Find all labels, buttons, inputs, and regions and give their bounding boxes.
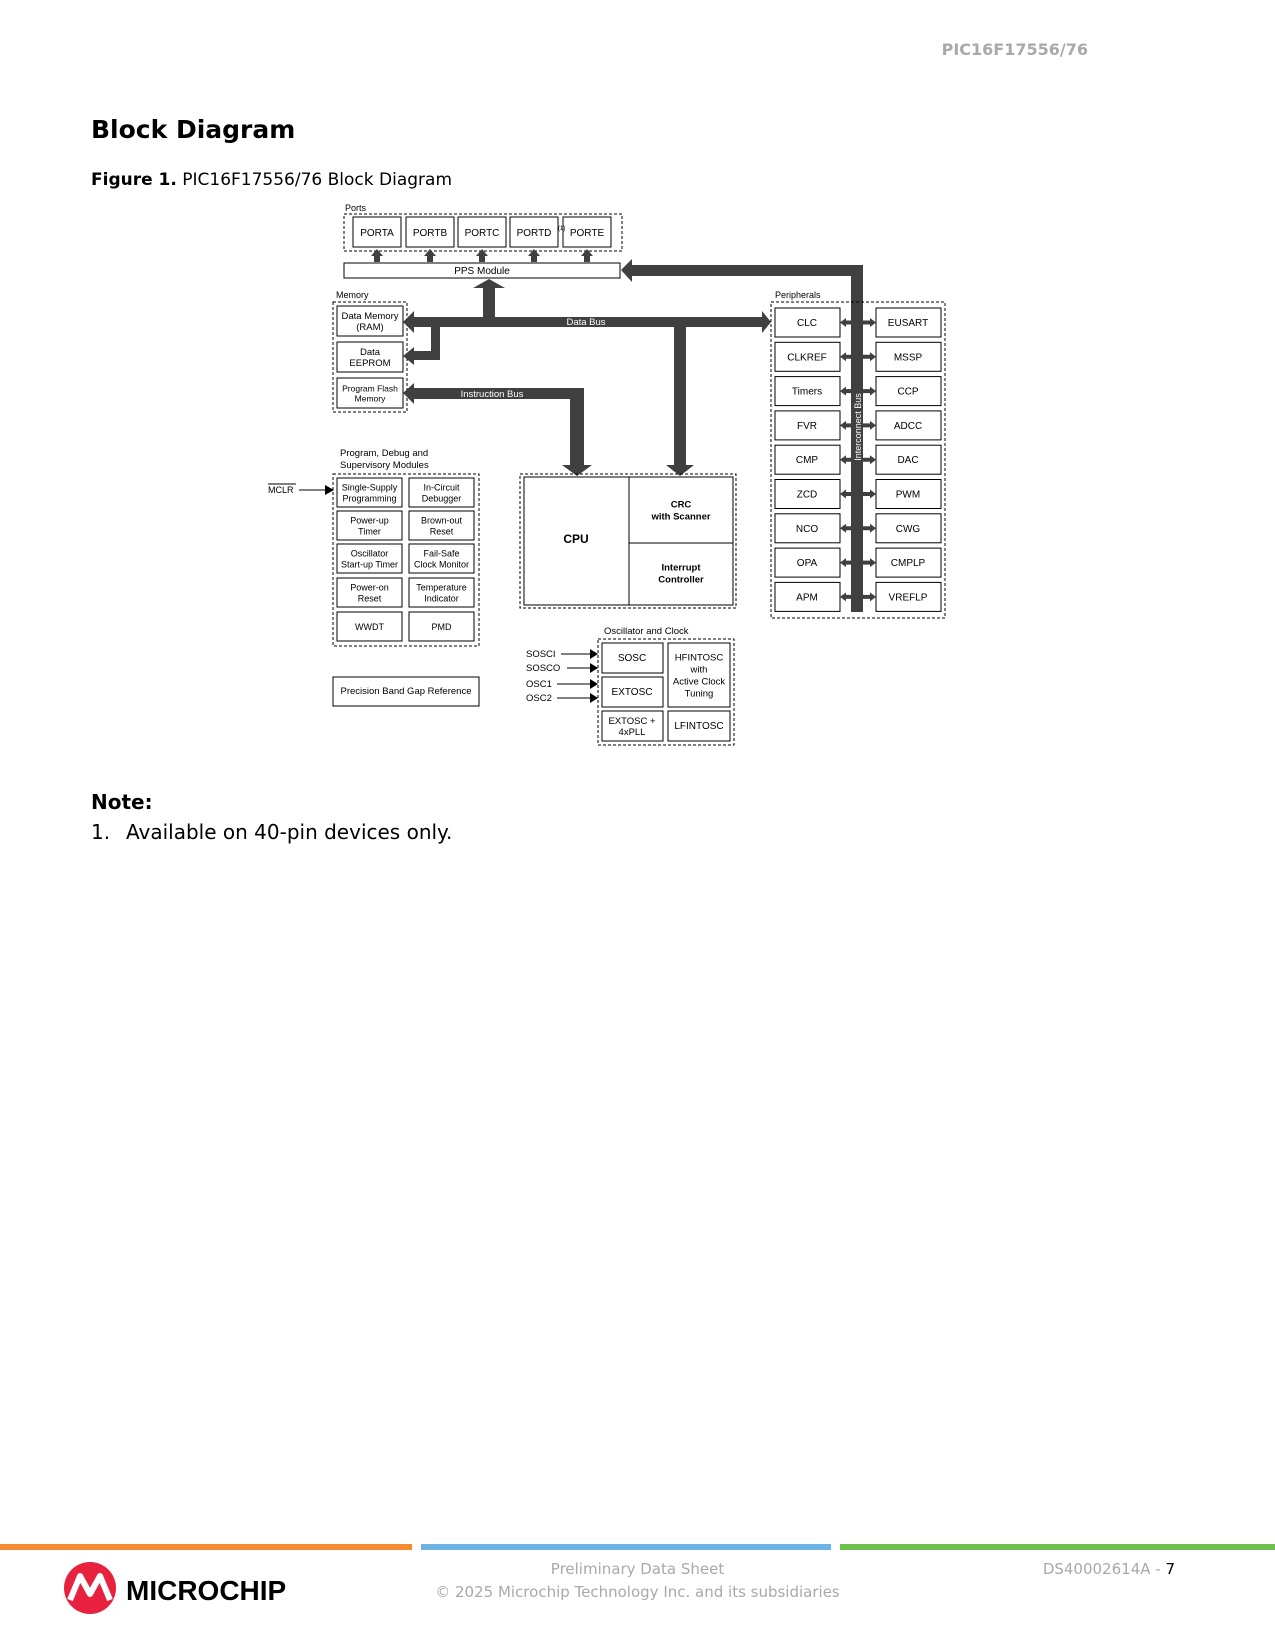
- data-bus-label: Data Bus: [566, 317, 606, 328]
- periph-left-arrow-2: [840, 387, 851, 396]
- crc-label-line-0: CRC: [670, 499, 692, 511]
- periph-left-arrow-4: [840, 455, 851, 464]
- osc-input-arrow-0: [590, 649, 598, 659]
- prog-title-2: Supervisory Modules: [340, 460, 429, 471]
- periph-left-arrow-3: [840, 421, 851, 430]
- osc-input-arrow-1: [590, 663, 598, 673]
- prog-label-5-line-0: Fail-Safe: [423, 548, 460, 559]
- prog-label-2-line-1: Timer: [358, 526, 381, 537]
- mclr-label: MCLR: [268, 485, 294, 495]
- periph-label-cmp: CMP: [795, 455, 819, 467]
- data-bus-pps-arrow: [473, 279, 505, 317]
- osc-title: Oscillator and Clock: [604, 626, 689, 637]
- section-title: Block Diagram: [91, 115, 296, 144]
- periph-label-ccp: CCP: [897, 386, 919, 398]
- footer-doc-number: DS40002614A -: [1042, 1560, 1166, 1578]
- footer-copyright: © 2025 Microchip Technology Inc. and its subsidiaries: [435, 1583, 840, 1601]
- port-label-portc: PORTC: [464, 228, 500, 239]
- extosc-pll-label-line-1: 4xPLL: [618, 727, 646, 738]
- cpu-label: CPU: [563, 532, 589, 546]
- portd-footnote: (1): [558, 226, 566, 232]
- pps-module-label: PPS Module: [454, 266, 510, 277]
- hfintosc-label-line-2: Active Clock: [672, 676, 726, 688]
- prog-label-9-line-0: PMD: [431, 622, 452, 632]
- prog-label-6-line-0: Power-on: [350, 582, 389, 593]
- prog-label-0-line-1: Programming: [342, 493, 397, 504]
- periph-label-cmplp: CMPLP: [890, 558, 926, 570]
- periph-left-arrow-8: [840, 592, 851, 601]
- footer-doc-type: Preliminary Data Sheet: [550, 1560, 725, 1578]
- periph-label-zcd: ZCD: [796, 489, 818, 501]
- port-label-porta: PORTA: [360, 228, 394, 239]
- logo-wordmark: MICROCHIP: [126, 1575, 287, 1606]
- footer-bar-blue: [421, 1544, 831, 1550]
- periph-right-arrow-7: [863, 558, 876, 567]
- periph-right-arrow-4: [863, 455, 876, 464]
- periph-left-arrow-0: [840, 318, 851, 327]
- data-memory-label-line-0: Data Memory: [341, 311, 399, 322]
- hfintosc-label-line-1: with: [690, 664, 708, 676]
- osc-input-label-osc2: OSC2: [526, 693, 552, 704]
- extosc-pll-label-line-0: EXTOSC +: [608, 716, 656, 727]
- hfintosc-label-line-3: Tuning: [684, 688, 714, 700]
- interrupt-label-line-0: Interrupt: [661, 562, 701, 574]
- data-bus-crc-arrow: [666, 327, 694, 476]
- memory-title: Memory: [336, 290, 369, 300]
- prog-label-7-line-0: Temperature: [416, 582, 467, 593]
- program-flash-label-line-1: Memory: [354, 393, 386, 404]
- periph-label-eusart: EUSART: [887, 318, 929, 329]
- osc-input-label-sosco: SOSCO: [526, 663, 561, 674]
- interconnect-bus-label: Interconnect Bus: [853, 393, 863, 461]
- periph-label-fvr: FVR: [797, 420, 817, 432]
- periph-left-arrow-1: [840, 352, 851, 361]
- figure-caption-text: PIC16F17556/76 Block Diagram: [182, 170, 453, 190]
- periph-label-dac: DAC: [897, 455, 919, 467]
- note-text: Available on 40-pin devices only.: [126, 820, 453, 844]
- data-memory-label-line-1: (RAM): [356, 322, 384, 333]
- note-number: 1.: [91, 820, 111, 844]
- crc-label-line-1: with Scanner: [651, 511, 711, 523]
- periph-left-arrow-6: [840, 524, 851, 533]
- periph-label-pwm: PWM: [895, 489, 921, 501]
- prog-title-1: Program, Debug and: [340, 448, 429, 459]
- periph-left-arrow-5: [840, 490, 851, 499]
- periph-label-clc: CLC: [796, 318, 818, 329]
- hfintosc-label-line-0: HFINTOSC: [674, 652, 724, 664]
- sosc-label: SOSC: [617, 653, 647, 664]
- periph-right-arrow-8: [863, 592, 876, 601]
- program-flash-label-line-0: Program Flash: [342, 383, 398, 394]
- footer-bar-green: [840, 1544, 1275, 1550]
- port-label-portb: PORTB: [412, 228, 448, 239]
- prog-label-4-line-1: Start-up Timer: [340, 559, 399, 570]
- periph-label-vreflp: VREFLP: [888, 592, 928, 604]
- block-diagram: [0, 0, 1275, 800]
- prog-label-0-line-0: Single-Supply: [341, 482, 398, 493]
- prog-label-1-line-0: In-Circuit: [423, 482, 460, 493]
- note-heading: Note:: [91, 790, 153, 814]
- periph-label-nco: NCO: [795, 523, 819, 535]
- prog-label-3-line-1: Reset: [429, 526, 454, 537]
- periph-label-adcc: ADCC: [893, 420, 923, 432]
- footer-page-number: 7: [1165, 1560, 1175, 1578]
- footer-doc-id: [1043, 1560, 1175, 1578]
- periph-right-arrow-2: [863, 387, 876, 396]
- osc-input-arrow-2: [590, 679, 598, 689]
- lfintosc-label: LFINTOSC: [674, 721, 724, 732]
- bandgap-label: Precision Band Gap Reference: [340, 686, 472, 697]
- figure-label: Figure 1.: [91, 170, 177, 190]
- periph-label-opa: OPA: [796, 558, 818, 570]
- interconnect-pps-arrow: [621, 259, 863, 612]
- prog-label-7-line-1: Indicator: [424, 593, 459, 604]
- prog-label-5-line-1: Clock Monitor: [413, 559, 470, 570]
- prog-label-8-line-0: WWDT: [355, 622, 384, 632]
- data-eeprom-label-line-1: EEPROM: [349, 358, 391, 369]
- port-label-portd: PORTD: [516, 228, 552, 239]
- periph-label-clkref: CLKREF: [787, 352, 827, 364]
- osc-input-arrow-3: [590, 693, 598, 703]
- header-product: PIC16F17556/76: [941, 40, 1088, 59]
- periph-right-arrow-1: [863, 352, 876, 361]
- prog-label-1-line-1: Debugger: [421, 493, 462, 504]
- prog-label-2-line-0: Power-up: [350, 515, 389, 526]
- prog-label-3-line-0: Brown-out: [420, 515, 463, 526]
- periph-right-arrow-3: [863, 421, 876, 430]
- osc-input-label-osc1: OSC1: [526, 679, 552, 690]
- prog-label-4-line-0: Oscillator: [350, 548, 389, 559]
- periph-label-apm: APM: [796, 592, 818, 604]
- port-label-porte: PORTE: [569, 228, 605, 239]
- osc-input-label-sosci: SOSCI: [526, 649, 556, 660]
- prog-label-6-line-1: Reset: [357, 593, 382, 604]
- ports-title: Ports: [345, 203, 367, 213]
- instruction-bus-label: Instruction Bus: [460, 389, 524, 400]
- periph-label-cwg: CWG: [895, 523, 921, 535]
- periph-label-mssp: MSSP: [893, 352, 923, 364]
- interrupt-label-line-1: Controller: [658, 574, 704, 586]
- periph-right-arrow-6: [863, 524, 876, 533]
- periph-right-arrow-0: [863, 318, 876, 327]
- data-eeprom-label-line-0: Data: [359, 347, 381, 358]
- periph-right-arrow-5: [863, 490, 876, 499]
- extosc-label: EXTOSC: [611, 687, 653, 698]
- periph-left-arrow-7: [840, 558, 851, 567]
- footer-bar-orange: [0, 1544, 412, 1550]
- note-item: [91, 820, 452, 844]
- data-bus-eeprom-arrow: [403, 327, 440, 365]
- periph-label-timers: Timers: [791, 386, 823, 398]
- cpu-group: [520, 474, 736, 608]
- peripherals-title: Peripherals: [775, 290, 821, 300]
